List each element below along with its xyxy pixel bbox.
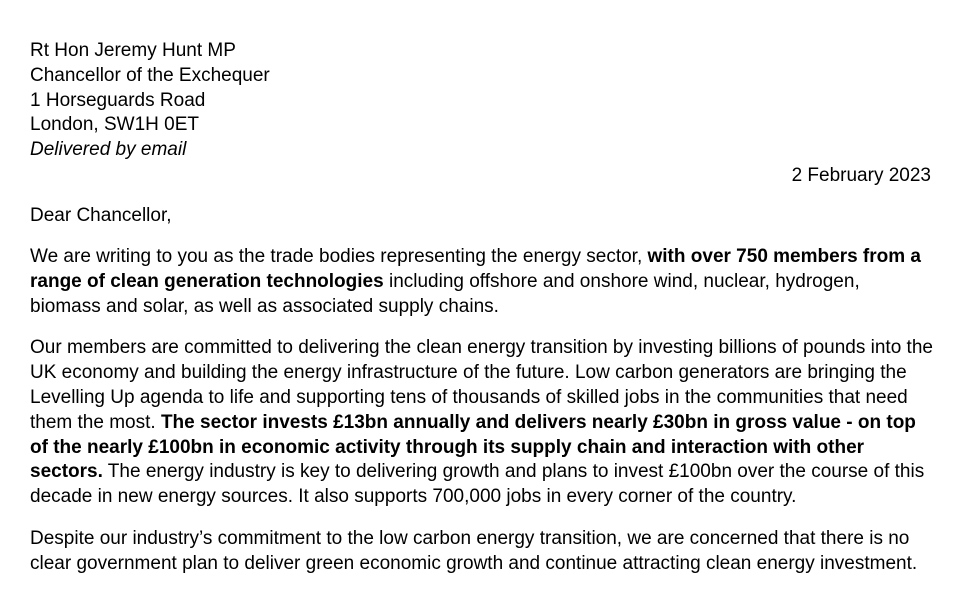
paragraph-3 [30,527,935,577]
recipient-name: Rt Hon Jeremy Hunt MP [30,40,236,61]
paragraph-1-text-a: We are writing to you as the trade bodies representing the energy sector, [30,246,648,267]
letter-body [30,245,935,589]
recipient-title: Chancellor of the Exchequer [30,64,270,86]
paragraph-2-text-c: The energy industry is key to delivering growth and plans to invest £100bn over the course of this decade in new energy sources. It also supports 700,000 jobs in every corner of the country. [30,461,925,508]
recipient-city: London, SW1H 0ET [30,114,199,136]
salutation: Dear Chancellor, [30,205,172,226]
letter-date: 2 February 2023 [791,165,931,186]
paragraph-1-bold: with over 750 members from a range of clean generation technologies [30,246,921,292]
recipient-street: 1 Horseguards Road [30,89,206,111]
paragraph-1-text-c: including offshore and onshore wind, nuclear, hydrogen, biomass and solar, as well as associated supply chains. [30,270,860,317]
paragraph-2-bold: The sector invests £13bn annually and delivers nearly £30bn in gross value - on top of the nearly £100bn in economic activity through its supply chain and interaction with other sectors. [30,411,916,483]
paragraph-2-text-a: Our members are committed to delivering the clean energy transition by investing billions of pounds into the UK economy and building the energy infrastructure of the future. Low carbon generators are bringing the Levelling Up agenda to life and supporting tens of thousands of skilled jobs in the communities that need them the most. [30,337,933,433]
recipient-address [30,39,630,163]
delivery-note: Delivered by email [30,139,187,161]
paragraph-2 [30,336,935,510]
paragraph-3-text-a: Despite our industry’s commitment to the low carbon energy transition, we are concerned that there is no clear government plan to deliver green economic growth and continue attracting clean energy investment. [30,527,918,574]
paragraph-1 [30,245,935,319]
